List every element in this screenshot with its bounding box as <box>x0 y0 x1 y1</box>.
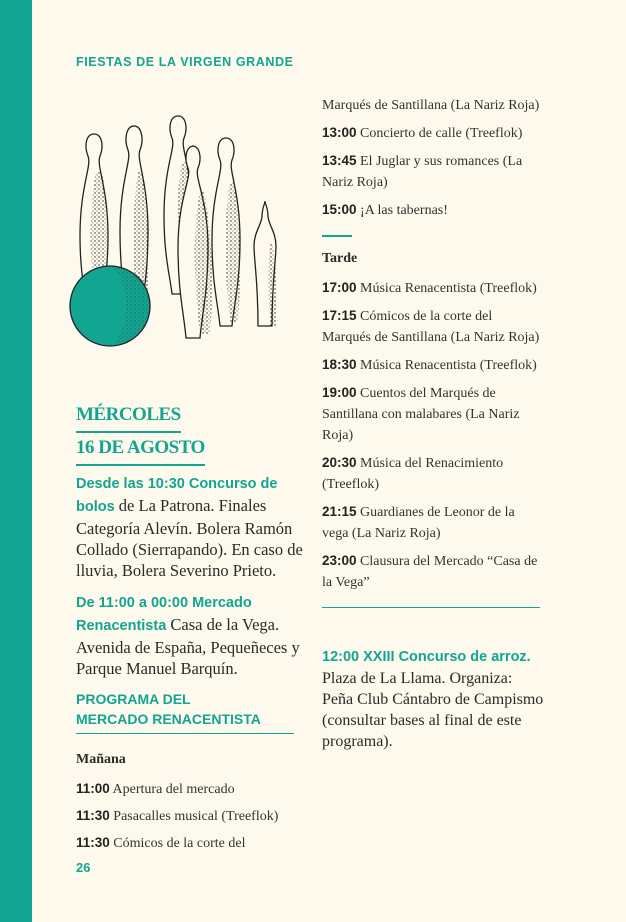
bowling-pins-illustration <box>66 112 286 352</box>
list-item: 15:00 ¡A las tabernas! <box>322 202 448 218</box>
list-item: 21:15 Guardianes de Leonor de la vega (La Nariz Roja) <box>322 504 515 541</box>
divider <box>322 607 540 608</box>
weekday: MÉRCOLES <box>76 400 181 433</box>
event-mercado: De 11:00 a 00:00 Mercado Renacentista Casa de la Vega. Avenida de España, Pequeñeces y Parque Manuel Barquín. <box>76 595 300 678</box>
program-title: PROGRAMA DEL MERCADO RENACENTISTA <box>76 691 261 727</box>
list-item: Marqués de Santillana (La Nariz Roja) <box>322 98 540 113</box>
page-number: 26 <box>76 860 91 875</box>
running-title: FIESTAS DE LA VIRGEN GRANDE <box>76 55 294 69</box>
list-item: 13:00 Concierto de calle (Treeflok) <box>322 125 523 141</box>
list-item: 18:30 Música Renacentista (Treeflok) <box>322 357 537 373</box>
right-column <box>322 95 544 768</box>
list-item: 11:30 Cómicos de la corte del <box>76 835 246 851</box>
morning-label: Mañana <box>76 752 126 767</box>
list-item: 19:00 Cuentos del Marqués de Santillana con malabares (La Nariz Roja) <box>322 385 520 443</box>
list-item: 11:00 Apertura del mercado <box>76 781 235 797</box>
event-concurso-arroz: 12:00 XXIII Concurso de arroz. Plaza de La Llama. Organiza: Peña Club Cántabro de Campismo (consultar bases al final de este programa). <box>322 649 544 750</box>
short-divider <box>322 235 352 237</box>
list-item: 11:30 Pasacalles musical (Treeflok) <box>76 808 279 824</box>
list-item: 17:15 Cómicos de la corte del Marqués de Santillana (La Nariz Roja) <box>322 308 540 345</box>
left-column <box>76 472 308 859</box>
date: 16 DE AGOSTO <box>76 433 205 466</box>
event-bolos: Desde las 10:30 Concurso de bolos de La Patrona. Finales Categoría Alevín. Bolera Ramón Collado (Sierrapando). En caso de lluvia, Bolera Severino Prieto. <box>76 476 303 580</box>
list-item: 17:00 Música Renacentista (Treeflok) <box>322 280 537 296</box>
divider <box>76 733 294 734</box>
list-item: 20:30 Música del Renacimiento (Treeflok) <box>322 455 504 492</box>
afternoon-label: Tarde <box>322 251 358 266</box>
side-color-band <box>0 0 32 922</box>
list-item: 13:45 El Juglar y sus romances (La Nariz Roja) <box>322 153 523 190</box>
bowling-ball-icon <box>70 266 150 346</box>
day-heading <box>76 400 205 466</box>
list-item: 23:00 Clausura del Mercado “Casa de la Vega” <box>322 553 538 590</box>
